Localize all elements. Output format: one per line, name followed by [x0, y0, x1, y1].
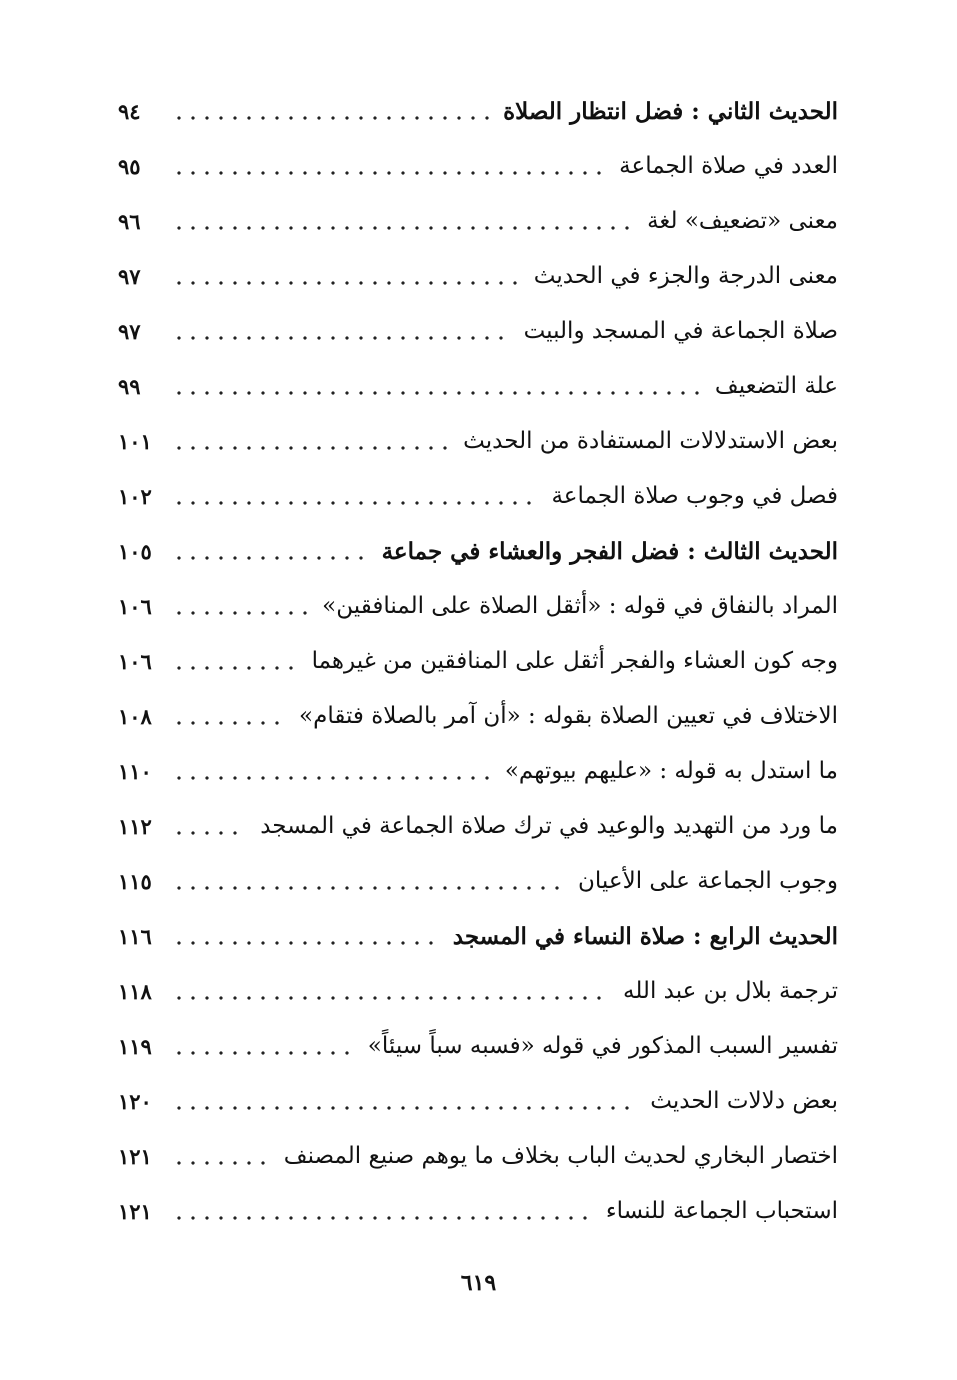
toc-entry	[118, 1074, 838, 1129]
dot-leader	[172, 831, 246, 835]
toc-entry-title: علة التضعيف	[714, 373, 838, 399]
toc-section-heading: الحديث الثالث : فضل الفجر والعشاء في جماعة	[381, 538, 838, 565]
toc-entry-page: ١٠٥	[118, 539, 152, 564]
toc-entry-title: اختصار البخاري لحديث الباب بخلاف ما يوهم صنيع المصنف	[283, 1143, 838, 1169]
toc-entry-title: معنى «تضعيف» لغة	[647, 208, 838, 234]
toc-entry-page: ١١٥	[118, 869, 152, 894]
dot-leader	[172, 171, 605, 175]
toc-entry	[118, 854, 838, 909]
toc-entry	[118, 964, 838, 1019]
toc-entry-title: ترجمة بلال بن عبد الله	[622, 978, 838, 1004]
toc-entry-page: ١١٠	[118, 759, 152, 784]
toc-entry-page: ٩٧	[118, 264, 141, 289]
toc-entry	[118, 1019, 838, 1074]
toc-entry-page: ٩٩	[118, 374, 141, 399]
toc-entry	[118, 469, 838, 524]
toc-entry-title: معنى الدرجة والجزء في الحديث	[533, 263, 838, 289]
toc-entry-page: ١١٢	[118, 814, 152, 839]
toc-entry-title: فصل في وجوب صلاة الجماعة	[551, 483, 838, 509]
dot-leader	[172, 1161, 270, 1165]
toc-entry-page: ١١٩	[118, 1034, 152, 1059]
toc-entry-title: صلاة الجماعة في المسجد والبيت	[523, 318, 838, 344]
toc-entry	[118, 689, 838, 744]
dot-leader	[172, 666, 298, 670]
toc-entry-page: ٩٤	[118, 99, 141, 124]
toc-entry	[118, 634, 838, 689]
toc-section-heading: الحديث الثاني : فضل انتظار الصلاة	[503, 98, 838, 125]
toc-entry-title: بعض دلالات الحديث	[650, 1088, 838, 1114]
toc-entry	[118, 139, 838, 194]
toc-entry-title: تفسير السبب المذكور في قوله «فسبه سباً سيئاً»	[367, 1033, 838, 1059]
toc-entry-page: ١١٨	[118, 979, 152, 1004]
dot-leader	[172, 776, 491, 780]
toc-entry	[118, 579, 838, 634]
toc-entry	[118, 414, 838, 469]
dot-leader	[172, 1106, 636, 1110]
toc-entry-page: ١٠٢	[118, 484, 152, 509]
toc-entry-title: استحباب الجماعة للنساء	[605, 1198, 838, 1224]
dot-leader	[172, 1216, 592, 1220]
dot-leader	[172, 996, 609, 1000]
toc-entry-title: ما استدل به قوله : «عليهم بيوتهم»	[504, 758, 838, 784]
toc-section-heading: الحديث الرابع : صلاة النساء في المسجد	[452, 923, 838, 950]
dot-leader	[172, 886, 564, 890]
toc-entry	[118, 84, 838, 139]
toc-entry-page: ١٢٠	[118, 1089, 152, 1114]
toc-entry	[118, 359, 838, 414]
dot-leader	[172, 721, 285, 725]
dot-leader	[172, 556, 368, 560]
toc-entry	[118, 799, 838, 854]
dot-leader	[172, 281, 520, 285]
toc-entry-page: ٩٦	[118, 209, 141, 234]
toc-entry-page: ١١٦	[118, 924, 152, 949]
dot-leader	[172, 391, 701, 395]
toc-entry-page: ١٢١	[118, 1199, 152, 1224]
toc-entry	[118, 744, 838, 799]
dot-leader	[172, 1051, 354, 1055]
table-of-contents	[118, 84, 838, 1239]
dot-leader	[172, 611, 308, 615]
toc-entry	[118, 249, 838, 304]
toc-entry-page: ١٠٦	[118, 594, 152, 619]
toc-entry-page: ١٠٨	[118, 704, 152, 729]
dot-leader	[172, 336, 510, 340]
toc-entry-page: ٩٧	[118, 319, 141, 344]
toc-entry	[118, 1129, 838, 1184]
dot-leader	[172, 226, 633, 230]
toc-entry-title: المراد بالنفاق في قوله : «أثقل الصلاة على المنافقين»	[322, 593, 838, 619]
toc-entry	[118, 524, 838, 579]
toc-entry	[118, 909, 838, 964]
toc-entry-page: ١٠١	[118, 429, 152, 454]
dot-leader	[172, 501, 537, 505]
toc-entry-title: بعض الاستدلالات المستفادة من الحديث	[463, 428, 838, 454]
dot-leader	[172, 941, 439, 945]
toc-entry-title: وجوب الجماعة على الأعيان	[578, 868, 838, 894]
toc-entry	[118, 194, 838, 249]
toc-entry	[118, 304, 838, 359]
page-number: ٦١٩	[460, 1270, 497, 1296]
toc-entry-title: العدد في صلاة الجماعة	[619, 153, 838, 179]
dot-leader	[172, 116, 489, 120]
toc-entry-page: ١٠٦	[118, 649, 152, 674]
toc-entry-page: ١٢١	[118, 1144, 152, 1169]
toc-entry-title: وجه كون العشاء والفجر أثقل على المنافقين من غيرهما	[311, 648, 838, 674]
toc-entry-page: ٩٥	[118, 154, 141, 179]
dot-leader	[172, 446, 449, 450]
toc-entry-title: ما ورد من التهديد والوعيد في ترك صلاة الجماعة في المسجد	[260, 813, 838, 839]
toc-entry	[118, 1184, 838, 1239]
toc-entry-title: الاختلاف في تعيين الصلاة بقوله : «أن آمر بالصلاة فتقام»	[299, 703, 838, 729]
